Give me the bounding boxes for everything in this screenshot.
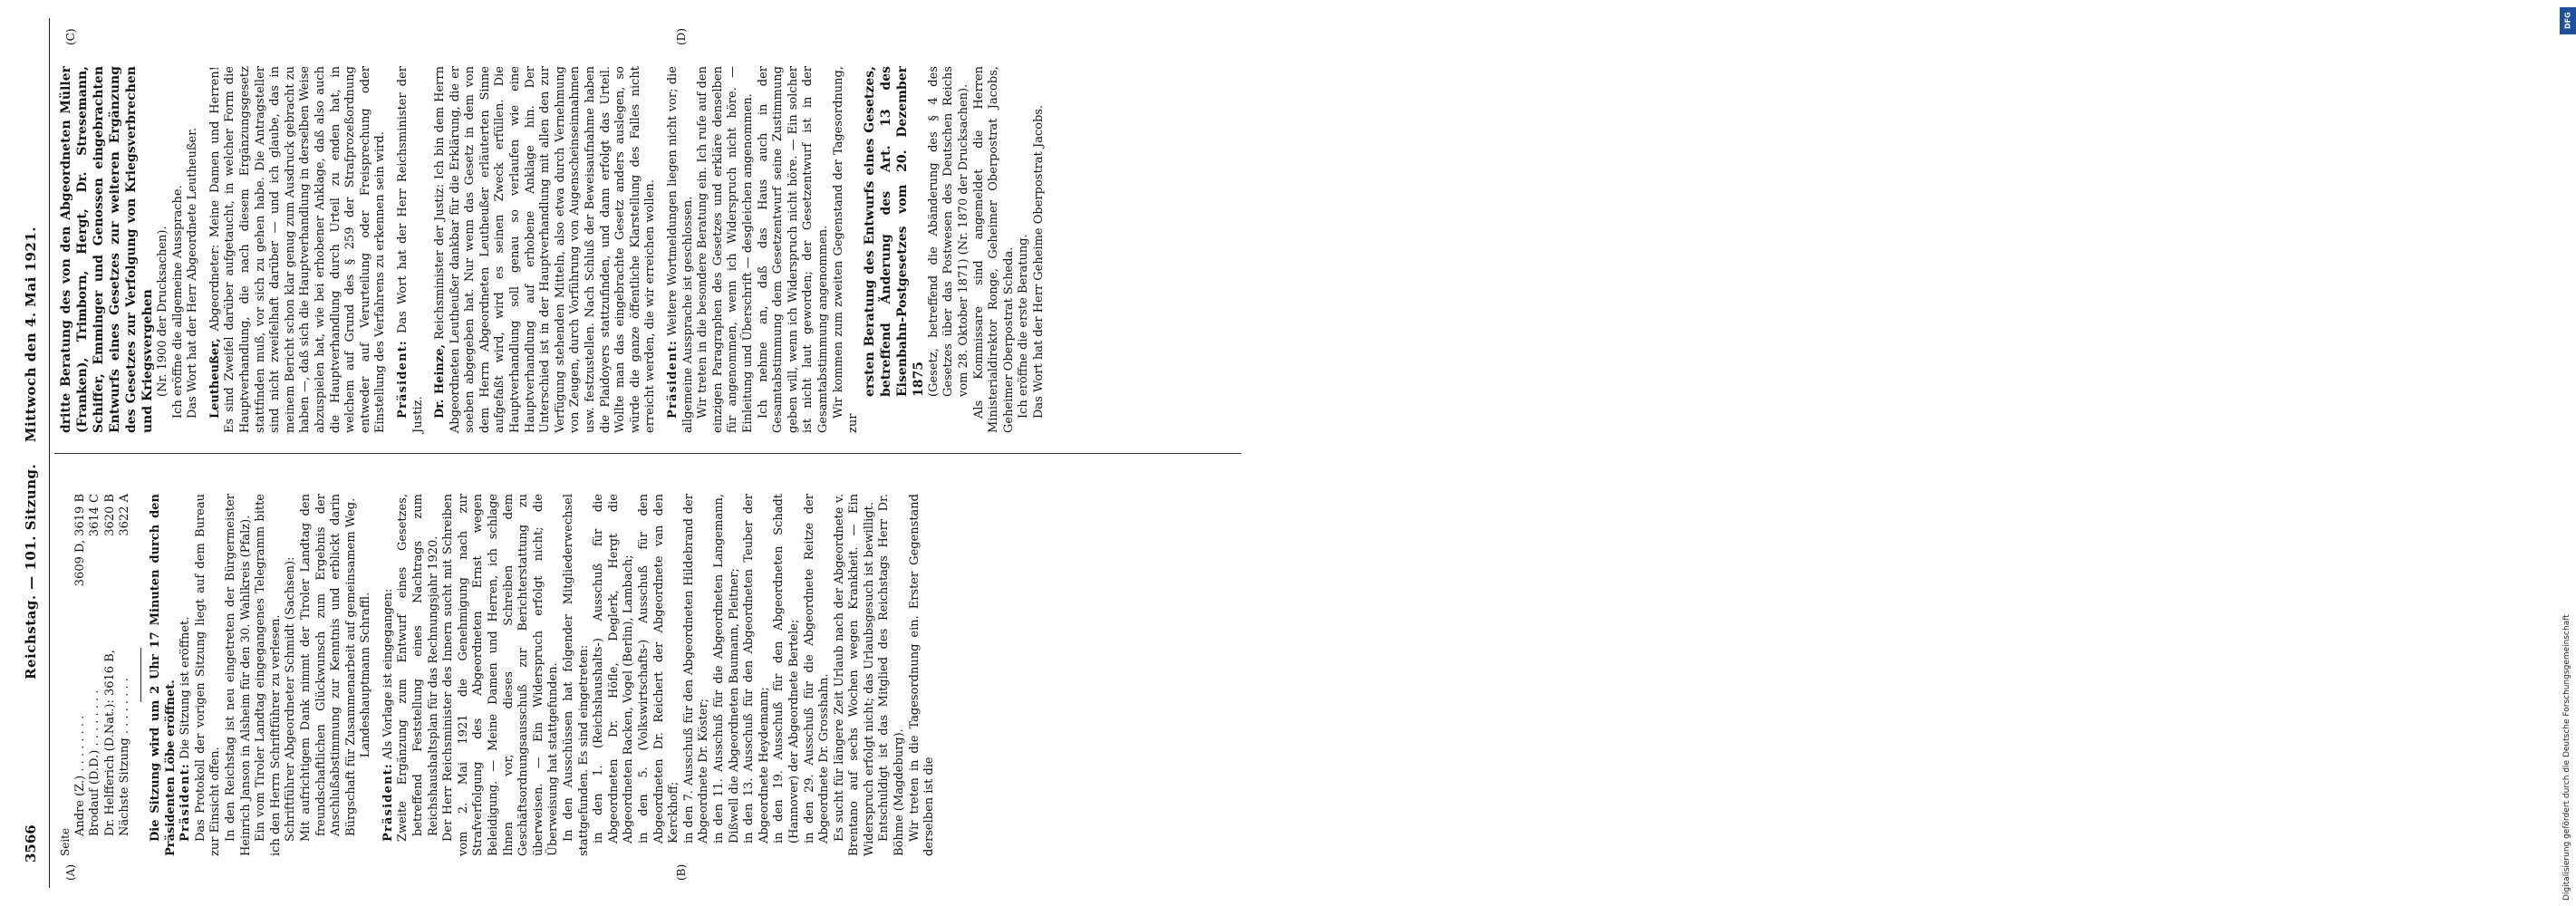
telegram-text: Mit aufrichtigem Dank nimmt der Tiroler Landtag den freundschaftlichen Glückwunsch zum Ergebnis der Anschlußabstimmung zur Kenntnis und erblickt darin Bürgschaft für Zusammenarbeit auf gemeinsamem Weg. [298, 494, 358, 842]
session-date: Mittwoch den 4. Mai 1921. [23, 226, 39, 443]
agenda-item-title: ersten Beratung des Entwurfs eines Gesetzes, betreffend Änderung des Art. 13 des Eisenbahn-Postgesetzes vom 20. Dezember 1875 [862, 66, 926, 397]
digitization-credit: Digitalisierung gefördert durch die Deutsche Forschungsgemeinschaft [2562, 614, 2571, 901]
margin-mark-d: (D) [675, 28, 688, 45]
page-number: 3566 [23, 824, 39, 863]
paragraph: Das Wort hat der Herr Geheime Oberpostrat Jacobs. [1031, 104, 1046, 419]
paragraph: Als Kommissare sind angemeldet die Herren Ministerialdirektor Ronge, Geheimer Oberpostrat Jacobs, Geheimer Oberpostrat Scheda. [971, 66, 1016, 433]
president-statement [666, 66, 696, 433]
speaker-label: Präsident: [381, 763, 395, 842]
paragraph: Das Wort hat der Herr Abgeordnete Leutheußer. [186, 127, 200, 419]
paragraph: Das Protokoll der vorigen Sitzung liegt auf dem Bureau zur Einsicht offen. [193, 494, 223, 856]
rotated-document-page [18, 18, 1259, 888]
toc-pages: 3622 A [118, 494, 132, 536]
paragraph: Es sucht für längere Zeit Urlaub nach der Abgeordnete v. Brentano auf sechs Wochen wegen Krankheit. — Ein Widerspruch erfolgt nicht; das Urlaubsgesuch ist bewilligt. [832, 494, 876, 856]
paragraph: Ein vom Tiroler Landtag eingegangenes Telegramm bitte ich den Herrn Schriftführer zu verlesen. [254, 494, 283, 856]
paragraph: Wir treten in die besondere Beratung ein. Ich rufe auf den einzigen Paragraphen des Gesetzes und erkläre denselben für angenommen, wenn ich Widerspruch nicht höre. — Einleitung und Überschrift — desgleichen angenommen. [696, 66, 755, 433]
speech-text: Reichsminister der Justiz: Ich bin dem Herrn Abgeordneten Leutheußer dankbar für die Erklärung, die er soeben abgegeben hat. Nur wenn das Gesetz in dem von dem Herrn Abgeordneten Leutheußer erläuterten Sinne aufgefaßt wird, wird es seinen Zweck erfüllen. Die Hauptverhandlung soll genau so verlaufen wie eine Hauptverhandlung auf erhobene Anklage hin. Der Unterschied ist in der Hauptverhandlung mit allen den zur Verfügung stehenden Mitteln, also etwa durch Vernehmung von Zeugen, durch Vorführung von Augenscheinseinnahmen usw. festzustellen. Nach Schluß der Beweisaufnahme haben die Plaidoyers stattzufinden, und dann erfolgt das Urteil. Wollte man das eingebrachte Gesetz anders auslegen, so würde die ganze öffentliche Klarstellung des Falles nicht erreicht werden, die wir erreichen wollen. [433, 66, 658, 433]
statement-text: Als Vorlage ist eingegangen: [381, 588, 395, 759]
statement-text: Weitere Wortmeldungen liegen nicht vor; die allgemeine Aussprache ist geschlossen. [666, 66, 695, 433]
paragraph: Wir treten in die Tagesordnung ein. Erster Gegenstand derselben ist die [907, 494, 937, 856]
toc-header: Seite [59, 827, 72, 856]
digitization-sidebar [1279, 0, 2572, 906]
opening-paragraph: Die Sitzung wird um 2 Uhr 17 Minuten durch den Präsidenten Löbe eröffnet. [148, 494, 178, 856]
paragraph: Schriftführer Abgeordneter Schmidt (Sachsen): [284, 556, 298, 842]
margin-mark-b: (B) [675, 863, 688, 881]
session-title: Reichstag. — 101. Sitzung. [23, 463, 39, 680]
toc-pages: 3614 C [88, 494, 102, 537]
speaker-label: Präsident: [666, 340, 680, 419]
speaker-label: Präsident: [395, 340, 410, 419]
agenda-item-note: (Gesetz, betreffend die Abänderung des § 4 des Gesetzes über das Postwesen des Deutschen Reichs vom 28. Oktober 1871) (Nr. 1870 der Drucksachen). [926, 66, 970, 397]
toc-row [118, 494, 133, 856]
speech-text: Abgeordneter: Meine Damen und Herren! Es sind Zweifel darüber aufgetaucht, in welcher Form die Hauptverhandlung, die nach diesem Ergänzungsgesetz stattfinden muß, vor sich zu gehen habe. Die Antragsteller sind nicht zweifelhaft darüber — und ich glaube, das in meinem Bericht schon klar genug zum Ausdruck gebracht zu haben —, daß sich die Hauptverhandlung in derselben Weise abzuspielen hat, wie bei erhobener Anklage, daß also auch die Hauptverhandlung durch Urteil zu enden hat, in welchem auf Grund des § 259 der Strafprozeßordnung entweder auf Verurteilung oder Freisprechung oder Einstellung des Verfahrens zu erkennen sein wird. [207, 66, 388, 433]
toc-row [73, 494, 89, 856]
committee-change: in den 1. (Reichshaushalts-) Ausschuß für die Abgeordneten Dr. Höfle, Deglerk, Hergt die Abgeordneten Racken, Vogel (Berlin), Lambach; [592, 494, 636, 843]
dfg-logo: DFG [2560, 7, 2576, 34]
right-column [58, 66, 1047, 433]
paragraph: Zweite Ergänzung zum Entwurf eines Gesetzes, betreffend Feststellung eines Nachtrags zum Reichshaushaltsplan für das Rechnungsjahr 1920. [396, 494, 440, 842]
committee-change: in den 19. Ausschuß für den Abgeordneten Schadt (Hannover) der Abgeordnete Bertele; [772, 494, 801, 843]
committee-change: in den 5. (Volkswirtschafts-) Ausschuß für den Abgeordneten Dr. Reichert der Abgeordnete van den Kerckhoff; [636, 494, 681, 843]
president-statement [178, 494, 194, 856]
section-rule [140, 648, 141, 702]
agenda-item-title: dritte Beratung des von den Abgeordneten Müller (Franken), Trimborn, Hergt, Dr. Stresemann, Schiffer, Emminger und Genossen eingebrachten Entwurfs eines Gesetzes zur weiteren Ergänzung des Gesetzes zur Verfolgung von Kriegsverbrechen und Kriegsvergehen [59, 66, 155, 433]
paragraph: In den Ausschüssen hat folgender Mitgliederwechsel stattgefunden. Es sind eingetreten: [562, 494, 591, 856]
statement-text: Das Wort hat der Herr Reichsminister der Justiz. [395, 66, 425, 433]
toc-row [103, 494, 119, 856]
committee-change: in den 13. Ausschuß für den Abgeordneten Teuber der Abgeordnete Heydemann; [742, 494, 771, 843]
agenda-item-note: (Nr. 1900 der Drucksachen). [156, 226, 169, 397]
speaker-label: Präsident: [178, 763, 193, 842]
committee-change: in den 7. Ausschuß für den Abgeordneten Hildebrand der Abgeordnete Dr. Köster; [681, 494, 711, 843]
paragraph: Der Herr Reichsminister des Innern sucht mit Schreiben vom 2. Mai 1921 die Genehmigung nach zur Strafverfolgung des Abgeordneten Ernst wegen Beleidigung. — Meine Damen und Herren, ich schlage Ihnen vor, dieses Schreiben dem Geschäftsordnungsausschuß zur Berichterstattung zu überweisen. — Ein Widerspruch erfolgt nicht; die Überweisung hat stattgefunden. [441, 494, 561, 856]
paragraph: Wir kommen zum zweiten Gegenstand der Tagesordnung, zur [831, 66, 861, 433]
margin-mark-a: (A) [64, 863, 77, 881]
toc-pages: 3620 B [102, 494, 117, 536]
margin-mark-c: (C) [64, 28, 77, 45]
paragraph: Ich nehme an, daß das Haus auch in der Gesamtabstimmung dem Gesetzentwurf seine Zustimmung geben will, wenn ich Widerspruch nicht höre. — Ein solcher ist nicht laut geworden; der Gesetzentwurf ist in der Gesamtabstimmung angenommen. [756, 66, 830, 433]
committee-change: in den 11. Ausschuß für die Abgeordneten Langemann, Dißwell die Abgeordneten Baumann, Pleitner; [711, 494, 741, 843]
committee-change: in den 29. Ausschuß für die Abgeordnete Reitze der Abgeordnete Dr. Grosshahn. [802, 494, 832, 843]
toc-row [88, 494, 103, 856]
toc-name: Andre (Z.) . . . . . . . . [72, 715, 87, 836]
paragraph: Ich eröffne die allgemeine Aussprache. [170, 185, 185, 419]
speech [208, 66, 389, 433]
president-statement [381, 494, 397, 856]
paragraph: In den Reichstag ist neu eingetreten der Bürgermeister Heinrich Janson in Alsheim für den 30. Wahlkreis (Pfalz). [223, 494, 253, 856]
paragraph: Entschuldigt ist das Mitglied des Reichstags Herr Dr. Böhme (Magdeburg). [877, 494, 907, 856]
telegram-signature: Landeshauptmann Schraffl. [359, 592, 373, 758]
speech [433, 66, 659, 433]
toc-name: Nächste Sitzung . . . . . . . . [118, 678, 132, 836]
left-column [58, 494, 938, 856]
toc-name: Dr. Helfferich (D.Nat.): 3616 B, [102, 650, 117, 836]
toc-name: Brodauf (D.D.) . . . . . . . . [88, 689, 102, 836]
column-divider [54, 453, 1241, 454]
paragraph: Ich eröffne die erste Beratung. [1017, 234, 1031, 419]
toc-pages: 3609 D, 3619 B [72, 494, 87, 587]
speaker-label: Leutheußer, [207, 338, 222, 419]
statement-text: Die Sitzung ist eröffnet. [178, 616, 193, 759]
president-statement [396, 66, 426, 433]
page-header [18, 18, 50, 888]
speaker-label: Dr. Heinze, [433, 343, 448, 419]
